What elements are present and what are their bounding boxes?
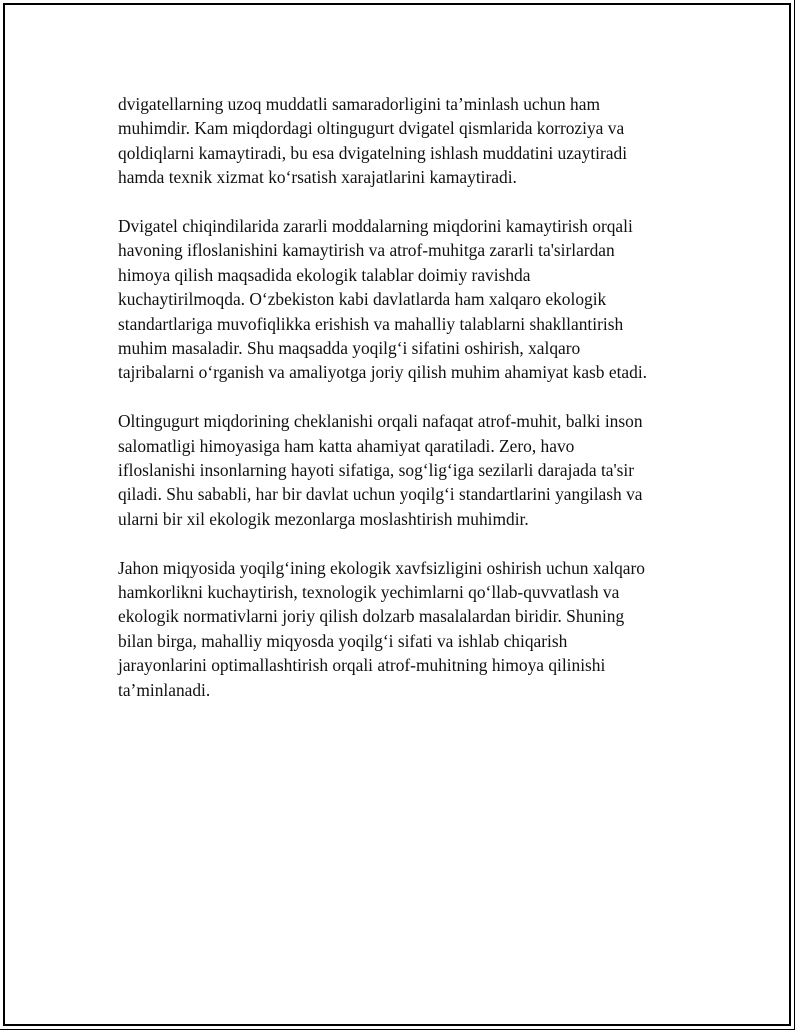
text-line: dvigatellarning uzoq muddatli samaradorligini ta’minlash uchun ham (118, 94, 600, 114)
document-body (118, 92, 698, 727)
paragraph-4 (118, 556, 698, 702)
paragraph-1 (118, 92, 698, 190)
text-line: standartlariga muvofiqlikka erishish va mahalliy talablarni shakllantirish (118, 313, 624, 334)
text-line: ifloslanishi insonlarning hayoti sifatiga, sog‘lig‘iga sezilarli darajada ta'sir (118, 460, 635, 481)
paragraph-3 (118, 409, 698, 531)
text-line: Jahon miqyosida yoqilg‘ining ekologik xavfsizligini oshirish uchun xalqaro (118, 557, 645, 578)
text-line: Dvigatel chiqindilarida zararli moddalarning miqdorini kamaytirish orqali (118, 216, 633, 237)
text-line: kuchaytirilmoqda. O‘zbekiston kabi davlatlarda ham xalqaro ekologik (118, 289, 607, 310)
text-line: muhimdir. Kam miqdordagi oltingugurt dvigatel qismlarida korroziya va (118, 118, 625, 139)
text-line: hamkorlikni kuchaytirish, texnologik yechimlarni qo‘llab-quvvatlash va (118, 582, 620, 603)
paragraph-2 (118, 214, 698, 385)
text-line: qoldiqlarni kamaytiradi, bu esa dvigatelning ishlash muddatini uzaytiradi (118, 142, 628, 163)
text-line: Oltingugurt miqdorining cheklanishi orqali nafaqat atrof-muhit, balki inson (118, 411, 643, 432)
text-line: himoya qilish maqsadida ekologik talablar doimiy ravishda (118, 264, 531, 285)
text-line: muhim masaladir. Shu maqsadda yoqilg‘i sifatini oshirish, xalqaro (118, 338, 581, 359)
text-line: qiladi. Shu sababli, har bir davlat uchun yoqilg‘i standartlarini yangilash va (118, 484, 643, 505)
text-line: ularni bir xil ekologik mezonlarga moslashtirish muhimdir. (118, 508, 529, 529)
text-line: hamda texnik xizmat ko‘rsatish xarajatlarini kamaytiradi. (118, 167, 517, 188)
text-line: jarayonlarini optimallashtirish orqali atrof-muhitning himoya qilinishi (118, 655, 606, 676)
text-line: havoning ifloslanishini kamaytirish va atrof-muhitga zararli ta'sirlardan (118, 240, 615, 261)
text-line: ta’minlanadi. (118, 679, 211, 700)
text-line: tajribalarni o‘rganish va amaliyotga joriy qilish muhim ahamiyat kasb etadi. (118, 362, 647, 383)
text-line: bilan birga, mahalliy miqyosda yoqilg‘i sifati va ishlab chiqarish (118, 630, 568, 651)
text-line: ekologik normativlarni joriy qilish dolzarb masalalardan biridir. Shuning (118, 606, 625, 627)
text-line: salomatligi himoyasiga ham katta ahamiyat qaratiladi. Zero, havo (118, 435, 575, 456)
